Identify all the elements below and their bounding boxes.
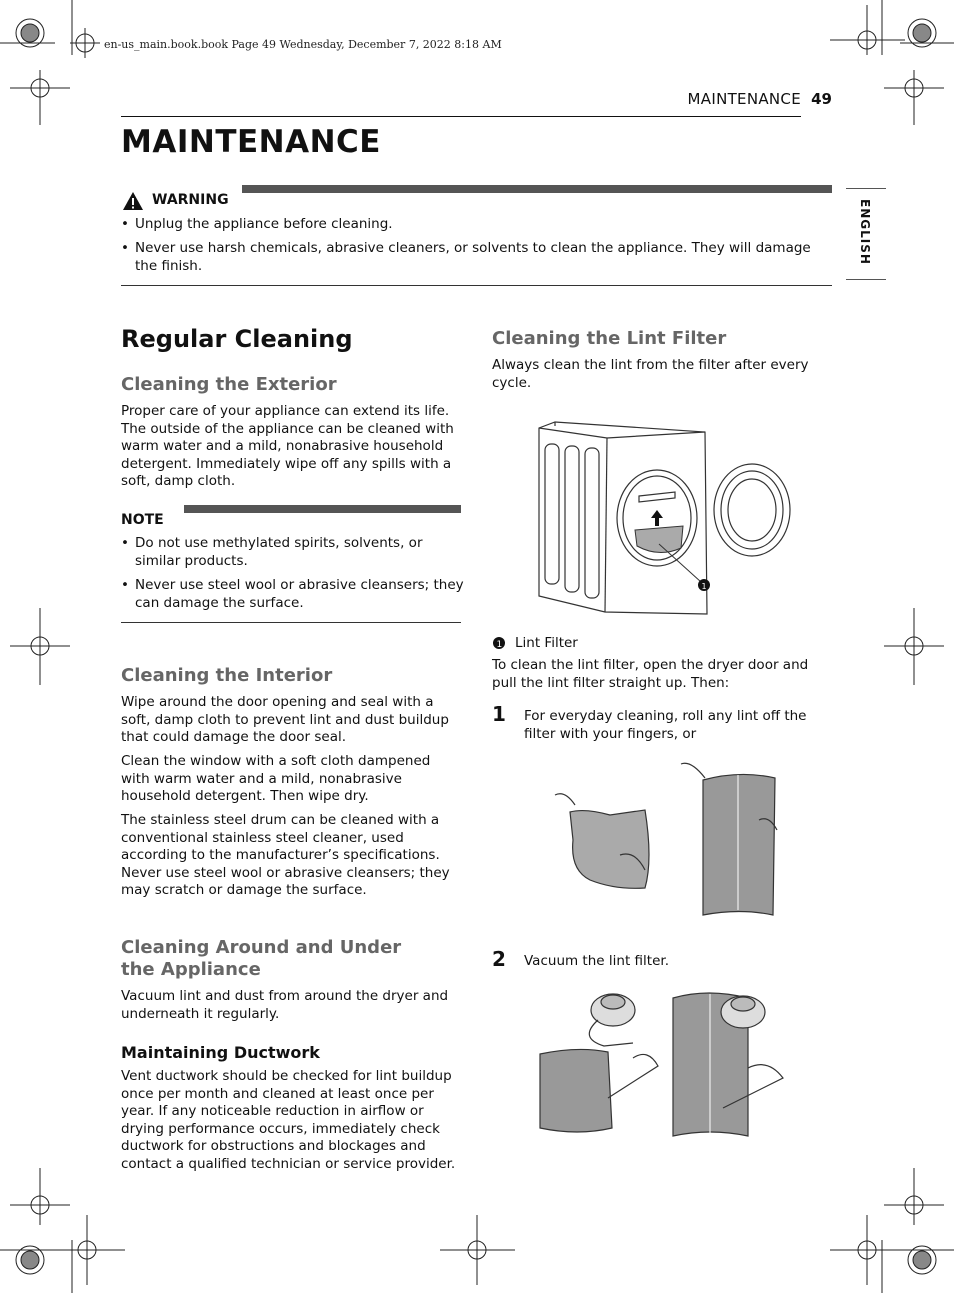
step-text: For everyday cleaning, roll any lint off the filter with your fingers, or xyxy=(524,708,807,742)
ductwork-text: Vent ductwork should be checked for lint buildup once per month and cleaned at least once per year. If any noticeable reduction in airflow or drying performance occurs, immediately check ductwork for obstructions and blockages and contact a qualified technician or service provider. xyxy=(121,1068,456,1172)
warning-label: WARNING xyxy=(152,192,229,208)
language-tab xyxy=(846,188,886,280)
warning-icon xyxy=(122,191,144,211)
exterior-heading: Cleaning the Exterior xyxy=(121,374,337,395)
interior-paragraph: Wipe around the door opening and seal with a soft, damp cloth to prevent lint and dust buildup that could damage the door seal. xyxy=(121,694,449,745)
interior-paragraph: Clean the window with a soft cloth dampened with warm water and a mild, nonabrasive household detergent. Then wipe dry. xyxy=(121,753,431,804)
lint-filter-heading: Cleaning the Lint Filter xyxy=(492,328,727,349)
step-text: Vacuum the lint filter. xyxy=(524,953,669,969)
lint-filter-intro: Always clean the lint from the filter after every cycle. xyxy=(492,357,809,391)
warning-bottom-rule xyxy=(121,285,832,286)
page-number: 49 xyxy=(811,90,832,108)
vacuum-illustration xyxy=(538,988,788,1138)
interior-heading: Cleaning the Interior xyxy=(121,665,333,686)
header-rule xyxy=(121,116,801,117)
warning-bar xyxy=(242,185,832,193)
page-title: MAINTENANCE xyxy=(121,124,381,160)
step-number: 1 xyxy=(492,702,506,726)
ductwork-heading: Maintaining Ductwork xyxy=(121,1043,320,1062)
note-bottom-rule xyxy=(121,622,461,623)
svg-text:1: 1 xyxy=(496,640,503,650)
interior-paragraph: The stainless steel drum can be cleaned with a conventional stainless steel cleaner, used according to the manufacturer’s specifications. Never use steel wool or abrasive cleansers; they may scratch or damage the surface. xyxy=(121,812,450,898)
dryer-illustration xyxy=(535,418,795,618)
note-label: NOTE xyxy=(121,512,164,528)
header-section: MAINTENANCE xyxy=(687,90,801,108)
svg-text:1: 1 xyxy=(701,582,707,591)
lint-filter-instruction: To clean the lint filter, open the dryer door and pull the lint filter straight up. Then: xyxy=(492,657,809,691)
warning-item: • Never use harsh chemicals, abrasive cleaners, or solvents to clean the appliance. They will damage the finish. xyxy=(121,240,835,275)
around-text: Vacuum lint and dust from around the dryer and underneath it regularly. xyxy=(121,988,449,1022)
callout-marker xyxy=(492,636,508,652)
note-item: • Do not use methylated spirits, solvents, or similar products. xyxy=(121,535,445,570)
exterior-text: Proper care of your appliance can extend its life. The outside of the appliance can be cleaned with warm water and a mild, nonabrasive household detergent. Immediately wipe off any spills with a soft, damp cloth. xyxy=(121,403,454,489)
note-item: • Never use steel wool or abrasive cleansers; they can damage the surface. xyxy=(121,577,465,612)
callout-label: Lint Filter xyxy=(515,635,578,651)
print-info: en-us_main.book.book Page 49 Wednesday, December 7, 2022 8:18 AM xyxy=(104,38,502,51)
language-tab-label: ENGLISH xyxy=(858,199,872,265)
regular-cleaning-heading: Regular Cleaning xyxy=(121,325,353,353)
warning-item: • Unplug the appliance before cleaning. xyxy=(121,216,835,234)
filter-hand-illustration xyxy=(545,760,785,920)
around-heading: Cleaning Around and Under the Appliance xyxy=(121,937,402,980)
note-bar xyxy=(184,505,461,513)
step-number: 2 xyxy=(492,947,506,971)
